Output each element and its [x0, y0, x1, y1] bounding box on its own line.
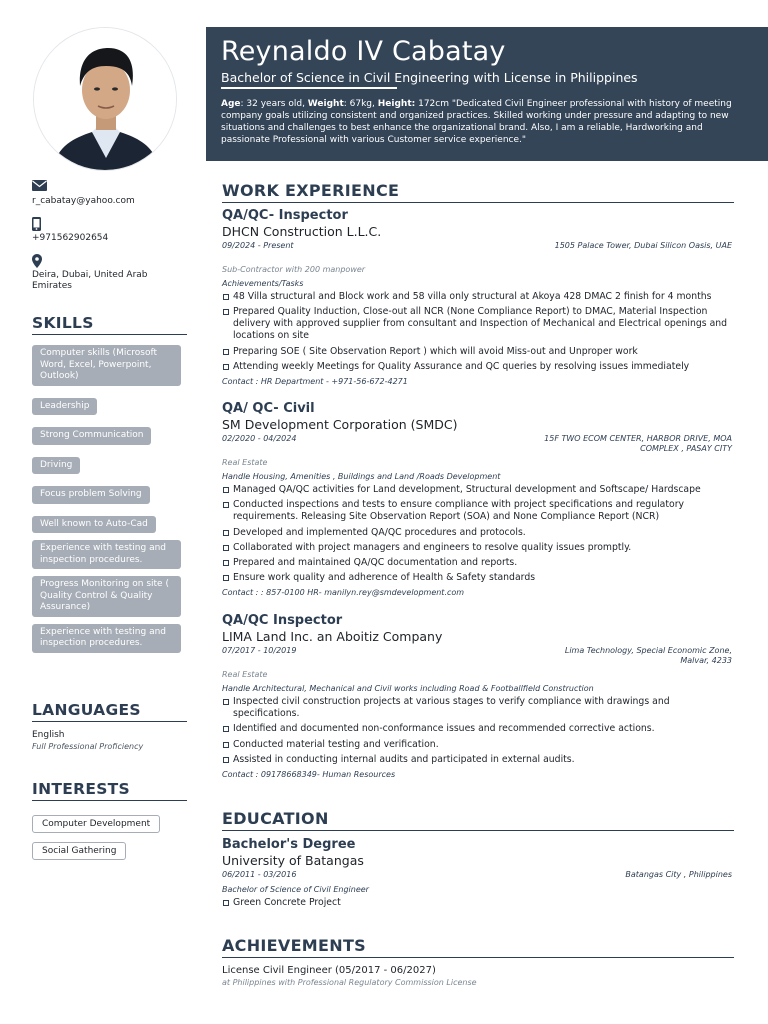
skill-tag: Computer skills (Microsoft Word, Excel, Powerpoint, Outlook) — [32, 345, 181, 386]
job-note: Real Estate — [222, 458, 268, 467]
job-subheading: Handle Architectural, Mechanical and Civil works including Road & Footballfield Construction — [222, 684, 594, 693]
job-bullets — [222, 696, 734, 766]
company-name: DHCN Construction L.L.C. — [222, 224, 382, 239]
achievement-title: License Civil Engineer (05/2017 - 06/2027) — [222, 965, 436, 976]
bullet-item: Green Concrete Project — [222, 897, 734, 909]
contact-section — [32, 180, 190, 302]
bullet-item: Ensure work quality and adherence of Health & Safety standards — [222, 572, 734, 584]
interests-heading: INTERESTS — [32, 780, 187, 801]
profile-photo — [33, 27, 177, 171]
job-location: 15F TWO ECOM CENTER, HARBOR DRIVE, MOA COMPLEX , PASAY CITY — [544, 434, 732, 453]
skills-heading: SKILLS — [32, 314, 187, 335]
bullet-item: Managed QA/QC activities for Land development, Structural development and Softscape/ Hardscape — [222, 484, 734, 496]
skill-tag: Strong Communication — [32, 427, 151, 445]
email-text[interactable]: r_cabatay@yahoo.com — [32, 196, 135, 206]
bullet-item: Collaborated with project managers and engineers to resolve quality issues promptly. — [222, 542, 734, 554]
bullet-item: Preparing SOE ( Site Observation Report ) which will avoid Miss-out and Unproper work — [222, 346, 734, 358]
interest-tag: Computer Development — [32, 815, 160, 833]
bullet-item: Prepared and maintained QA/QC documentation and reports. — [222, 557, 734, 569]
skill-tag: Experience with testing and inspection procedures. — [32, 540, 181, 569]
job-title: QA/ QC- Civil — [222, 401, 315, 416]
job-contact: Contact : 09178668349- Human Resources — [222, 769, 396, 779]
portrait-image — [34, 28, 177, 171]
job-bullets — [222, 291, 734, 373]
age-label: Age — [221, 98, 241, 109]
achievements-heading: ACHIEVEMENTS — [222, 936, 734, 958]
job-subheading: Achievements/Tasks — [222, 279, 304, 288]
bullet-item: Assisted in conducting internal audits and participated in external audits. — [222, 754, 734, 766]
education-location: Batangas City , Philippines — [625, 870, 732, 879]
degree-name: Bachelor's Degree — [222, 837, 356, 852]
job-bullets — [222, 484, 734, 584]
job-dates: 02/2020 - 04/2024 — [222, 434, 297, 443]
age-value: : 32 years old, — [240, 98, 308, 109]
job-subheading: Handle Housing, Amenities , Buildings and Land /Roads Development — [222, 472, 501, 481]
job-note: Real Estate — [222, 670, 268, 679]
skills-list — [32, 345, 182, 660]
education-bullets — [222, 897, 734, 909]
education-heading: EDUCATION — [222, 809, 734, 831]
job-contact: Contact : HR Department - +971-56-672-4271 — [222, 376, 408, 386]
language-name: English — [32, 730, 65, 740]
education-dates: 06/2011 - 03/2016 — [222, 870, 297, 879]
phone-text[interactable]: +971562902654 — [32, 233, 109, 243]
job-contact: Contact : : 857-0100 HR- manilyn.rey@smdevelopment.com — [222, 588, 465, 598]
job-entry — [222, 613, 734, 779]
job-title: QA/QC Inspector — [222, 613, 343, 628]
job-meta — [222, 241, 734, 261]
job-dates: 09/2024 - Present — [222, 241, 294, 250]
company-name: LIMA Land Inc. an Aboitiz Company — [222, 629, 443, 644]
skill-tag: Focus problem Solving — [32, 486, 150, 504]
envelope-icon — [32, 180, 190, 193]
weight-value: : 67kg, — [343, 98, 378, 109]
job-entry — [222, 401, 734, 597]
education-field: Bachelor of Science of Civil Engineer — [222, 885, 369, 894]
interest-tag: Social Gathering — [32, 842, 126, 860]
header-divider — [221, 87, 397, 89]
resume-header — [206, 27, 768, 161]
height-label: Height: — [377, 98, 416, 109]
skill-tag: Progress Monitoring on site ( Quality Control & Quality Assurance) — [32, 576, 181, 617]
bullet-item: Conducted material testing and verification. — [222, 739, 734, 751]
bullet-item: Prepared Quality Induction, Close-out all NCR (None Compliance Report) to DMAC, Material Inspection delivery with approved supplier from consultant and Inspection of Mechanical and Electrical openings and locations on site — [222, 306, 734, 342]
weight-label: Weight — [307, 98, 344, 109]
summary-text — [221, 98, 752, 146]
location-pin-icon — [32, 254, 190, 267]
skill-tag: Well known to Auto-Cad — [32, 516, 156, 534]
education-entry — [222, 837, 734, 912]
language-level: Full Professional Proficiency — [32, 742, 144, 751]
full-name: Reynaldo IV Cabatay — [221, 36, 506, 67]
education-meta — [222, 870, 734, 884]
bullet-item: Inspected civil construction projects at various stages to verify compliance with drawings and specifications. — [222, 696, 734, 720]
bullet-item: Identified and documented non-conformance issues and recommended corrective actions. — [222, 723, 734, 735]
summary-body: 172cm "Dedicated Civil Engineer professional with history of meeting company goals utilizing consistent and organized practices. Skilled working under pressure and adapting to new situations and challenges to best enhance the organizational brand. Also, I am a reliable, Hardworking and passionate Professional with various Customer service experience." — [221, 98, 732, 145]
job-location: 1505 Palace Tower, Dubai Silicon Oasis, UAE — [554, 241, 732, 250]
skill-tag: Leadership — [32, 398, 97, 416]
skill-tag: Driving — [32, 457, 80, 475]
bullet-item: Conducted inspections and tests to ensure compliance with project specifications and regulatory requirements. Releasing Site Observation Report (SOA) and None Compliance Report (NCR) — [222, 499, 734, 523]
address-text: Deira, Dubai, United Arab Emirates — [32, 270, 148, 291]
achievement-subtitle: at Philippines with Professional Regulatory Commission License — [222, 978, 477, 987]
bullet-item: Attending weekly Meetings for Quality Assurance and QC queries by resolving issues immediately — [222, 361, 734, 373]
language-item — [32, 730, 143, 751]
job-entry — [222, 208, 734, 386]
languages-heading: LANGUAGES — [32, 701, 187, 722]
bullet-item: 48 Villa structural and Block work and 58 villa only structural at Akoya 428 DMAC 2 finish for 4 months — [222, 291, 734, 303]
interests-list — [32, 811, 187, 865]
bullet-item: Developed and implemented QA/QC procedures and protocols. — [222, 527, 734, 539]
job-meta — [222, 646, 734, 666]
job-title: QA/QC- Inspector — [222, 208, 348, 223]
job-meta — [222, 434, 734, 454]
job-note: Sub-Contractor with 200 manpower — [222, 265, 366, 274]
job-dates: 07/2017 - 10/2019 — [222, 646, 297, 655]
skill-tag: Experience with testing and inspection procedures. — [32, 624, 181, 653]
job-location: Lima Technology, Special Economic Zone, Malvar, 4233 — [564, 646, 732, 665]
company-name: SM Development Corporation (SMDC) — [222, 417, 458, 432]
school-name: University of Batangas — [222, 853, 364, 868]
achievement-entry — [222, 964, 734, 988]
work-experience-heading: WORK EXPERIENCE — [222, 181, 734, 203]
mobile-phone-icon — [32, 217, 190, 230]
degree-title: Bachelor of Science in Civil Engineering with License in Philippines — [221, 70, 638, 85]
